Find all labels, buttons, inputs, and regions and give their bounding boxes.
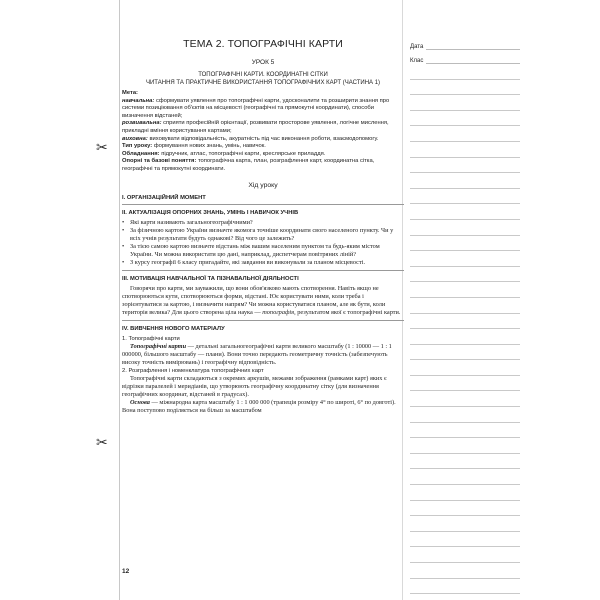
list-item: • За фізичною картою України визначте якомога точніше координати свого населеного пункту. Чи у всіх учнів результати будуть однакові? Від чого це залежить? (122, 227, 394, 243)
item-title: 1. Топографічні карти (122, 336, 180, 343)
note-line (410, 454, 520, 470)
questions-list (122, 219, 404, 267)
course-heading: Хід уроку (248, 181, 278, 189)
scissors-icon: ✂ (96, 434, 108, 450)
note-line (410, 516, 520, 532)
note-line (410, 251, 520, 267)
note-line (410, 532, 520, 548)
list-item: • За тією самою картою визначте відстань між вашим населеним пунктом та будь-яким містом України. Чи можна використати цю дані, наприклад, диспетчерам повітряних ліній? (122, 243, 380, 259)
note-line (410, 376, 520, 392)
note-line (410, 95, 520, 111)
lesson-subtitle: ТОПОГРАФІЧНІ КАРТИ. КООРДИНАТНІ СІТКИ (198, 72, 328, 78)
new-material (122, 335, 404, 415)
lesson-number: УРОК 5 (251, 59, 275, 66)
note-line (410, 360, 520, 376)
notes-column (410, 36, 520, 594)
goal-block (122, 90, 404, 174)
binding-margin-line (119, 0, 120, 600)
item-title: 2. Розграфлення і номенклатура топографічних карт (122, 368, 264, 375)
date-field[interactable]: Дата (410, 36, 520, 50)
lesson-content (122, 38, 404, 415)
section-divider (122, 270, 404, 271)
goal-label: Мета: (122, 90, 138, 96)
lesson-subtitle: ЧИТАННЯ ТА ПРАКТИЧНЕ ВИКОРИСТАННЯ ТОПОГРАФІЧНИХ КАРТ (ЧАСТИНА 1) (145, 80, 381, 86)
section-heading: IV. ВИВЧЕННЯ НОВОГО МАТЕРІАЛУ (122, 326, 225, 333)
note-line (410, 158, 520, 174)
note-line (410, 298, 520, 314)
motivation-text: Говорячи про карти, ми зауважили, що вони обов'язково мають спотворення. Навіть якщо не спотворюються кути, спотворюються форми, відстані. Ює користувати ними, коли треба і зорієнтуватися за картою, і визначити напрям? Чи можна користуватися планом, але як бути, коли територія велика? Для цього створена ціла наука — топографія, результатом якої є топографічні карти. (122, 285, 401, 317)
page-number: 12 (122, 568, 130, 575)
list-item: • З курсу географії 6 класу пригадайте, які завдання ви виконували за планом місцевості. (122, 259, 366, 267)
note-line (410, 579, 520, 595)
note-line (410, 547, 520, 563)
lesson-type: Тип уроку: формування нових знань, умінь, навичок. (122, 143, 266, 150)
item-text: Топографічні карти — детальні загальногеографічні карти великого масштабу (1 : 10000 — 1 : 1 000000, більшого масштабу — плани). Вони точно передають геометричну точність (забезпечують високу точність вимірювань) і географічну відповідність. (122, 343, 392, 367)
section-heading: ІІІ. МОТИВАЦІЯ НАВЧАЛЬНОЇ ТА ПІЗНАВАЛЬНОЇ ДІЯЛЬНОСТІ (122, 276, 299, 283)
goal-item: розвивальна: сприяти професійній орієнтації, розвивати просторове уявлення, логічне мислення, прикладні вміння користування картами; (122, 120, 389, 134)
note-line (410, 314, 520, 330)
note-line (410, 407, 520, 423)
section-heading: ІІ. АКТУАЛІЗАЦІЯ ОПОРНИХ ЗНАНЬ, УМІНЬ І НАВИЧОК УЧНІВ (122, 210, 299, 217)
item-text: Основа — міжнародна карта масштабу 1 : 1 000 000 (трапеція розміру 4° по широті, 6° по довготі). Вона поступово поділяється на більш за масштабом (122, 399, 396, 415)
note-line (410, 173, 520, 189)
note-line (410, 220, 520, 236)
note-line (410, 189, 520, 205)
equipment: Обладнання: підручник, атлас, топографічні карти, креслярське приладдя. (122, 150, 326, 157)
topic-title: ТЕМА 2. ТОПОГРАФІЧНІ КАРТИ (183, 38, 343, 50)
note-line (410, 485, 520, 501)
note-line (410, 236, 520, 252)
note-line (410, 563, 520, 579)
note-line (410, 282, 520, 298)
note-line (410, 423, 520, 439)
concepts: Опорні та базові поняття: топографічна карта, план, розграфлення карт, координатна сітка, географічні та прямокутні координати. (122, 158, 375, 172)
note-line (410, 329, 520, 345)
section-divider (122, 320, 404, 321)
scissors-icon: ✂ (96, 139, 108, 155)
note-line (410, 501, 520, 517)
note-lines (410, 64, 520, 594)
note-line (410, 345, 520, 361)
list-item: • Які карти називають загальногеографічними? (122, 219, 253, 227)
goal-item: навчальна: сформувати уявлення про топографічні карти, удосконалити та розширити знання про системи позиціювання об'єктів на місцевості (географічні та прямокутні координати), способи визначення відстаней; (122, 97, 390, 119)
note-line (410, 80, 520, 96)
note-line (410, 267, 520, 283)
note-line (410, 469, 520, 485)
item-text: Топографічні карти складаються з окремих аркушів, межами зображення (рамками карт) яких є відрізки паралелей і меридіанів, що утворюють географічну координатну сітку (для визначення географічних координат, відстаней в градусах). (122, 375, 387, 399)
note-line (410, 142, 520, 158)
note-line (410, 126, 520, 142)
note-line (410, 64, 520, 80)
note-line (410, 438, 520, 454)
class-field[interactable]: Клас (410, 50, 520, 64)
note-line (410, 111, 520, 127)
goal-item: виховна: виховувати відповідальність, акуратність під час виконання роботи, взаємодопомогу. (122, 135, 379, 142)
note-line (410, 204, 520, 220)
section-heading: І. ОРГАНІЗАЦІЙНИЙ МОМЕНТ (122, 195, 206, 202)
note-line (410, 391, 520, 407)
section-divider (122, 204, 404, 205)
